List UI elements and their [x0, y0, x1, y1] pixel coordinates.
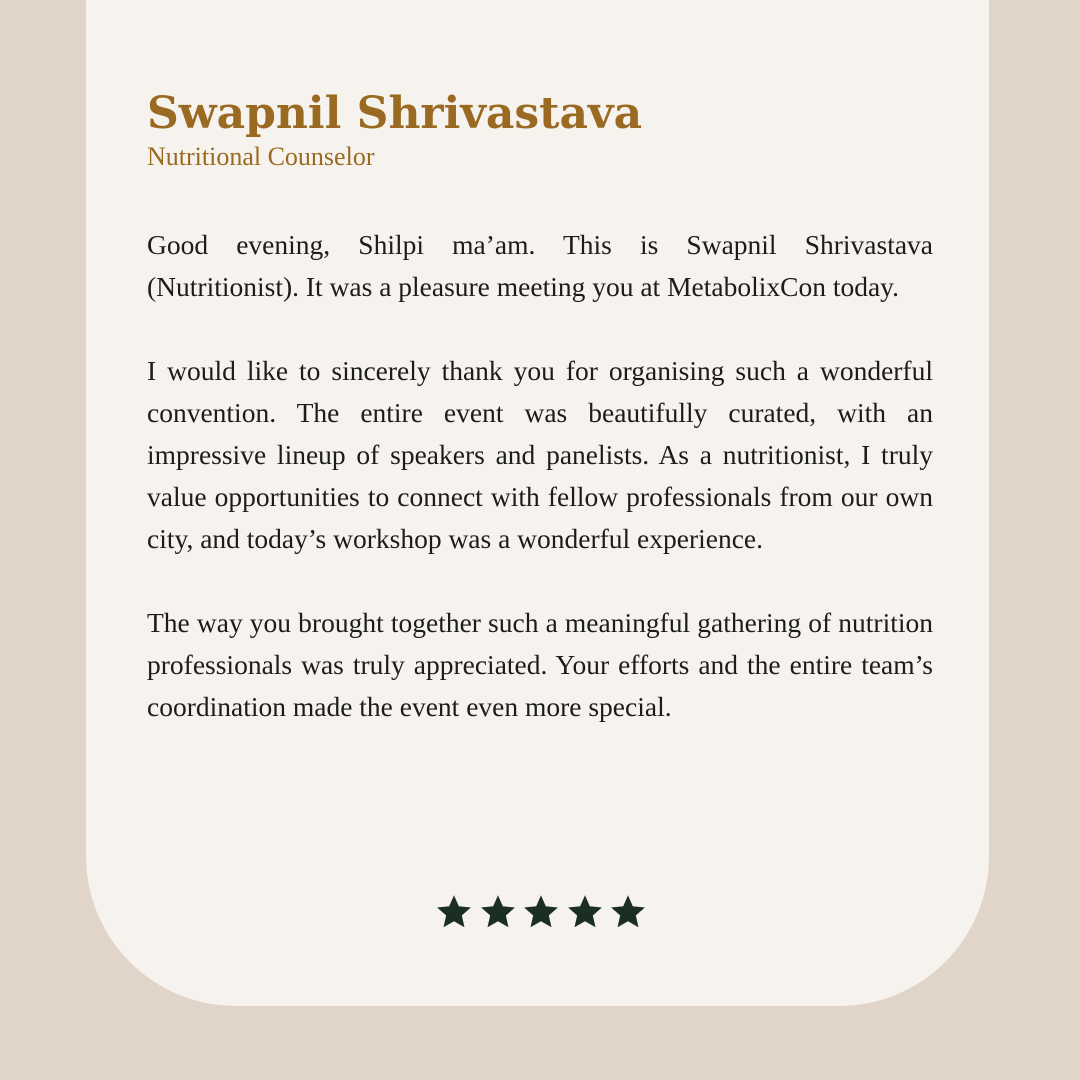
star-icon [567, 894, 603, 930]
star-icon [610, 894, 646, 930]
testimonial-body [147, 224, 933, 770]
testimonial-paragraph: The way you brought together such a meaningful gathering of nutrition professionals was truly appreciated. Your efforts and the entire team’s coordination made the event even more special. [147, 607, 933, 722]
star-icon [480, 894, 516, 930]
author-role: Nutritional Counselor [147, 142, 375, 171]
star-rating [436, 890, 646, 934]
testimonial-paragraph: I would like to sincerely thank you for organising such a wonderful convention. The entire event was beautifully curated, with an impressive lineup of speakers and panelists. As a nutritionist, I truly value opportunities to connect with fellow professionals from our own city, and today’s workshop was a wonderful experience. [147, 355, 933, 554]
author-name: Swapnil Shrivastava [147, 88, 643, 139]
star-icon [523, 894, 559, 930]
star-icon [436, 894, 472, 930]
testimonial-paragraph: Good evening, Shilpi ma’am. This is Swapnil Shrivastava (Nutritionist). It was a pleasure meeting you at MetabolixCon today. [147, 229, 933, 302]
